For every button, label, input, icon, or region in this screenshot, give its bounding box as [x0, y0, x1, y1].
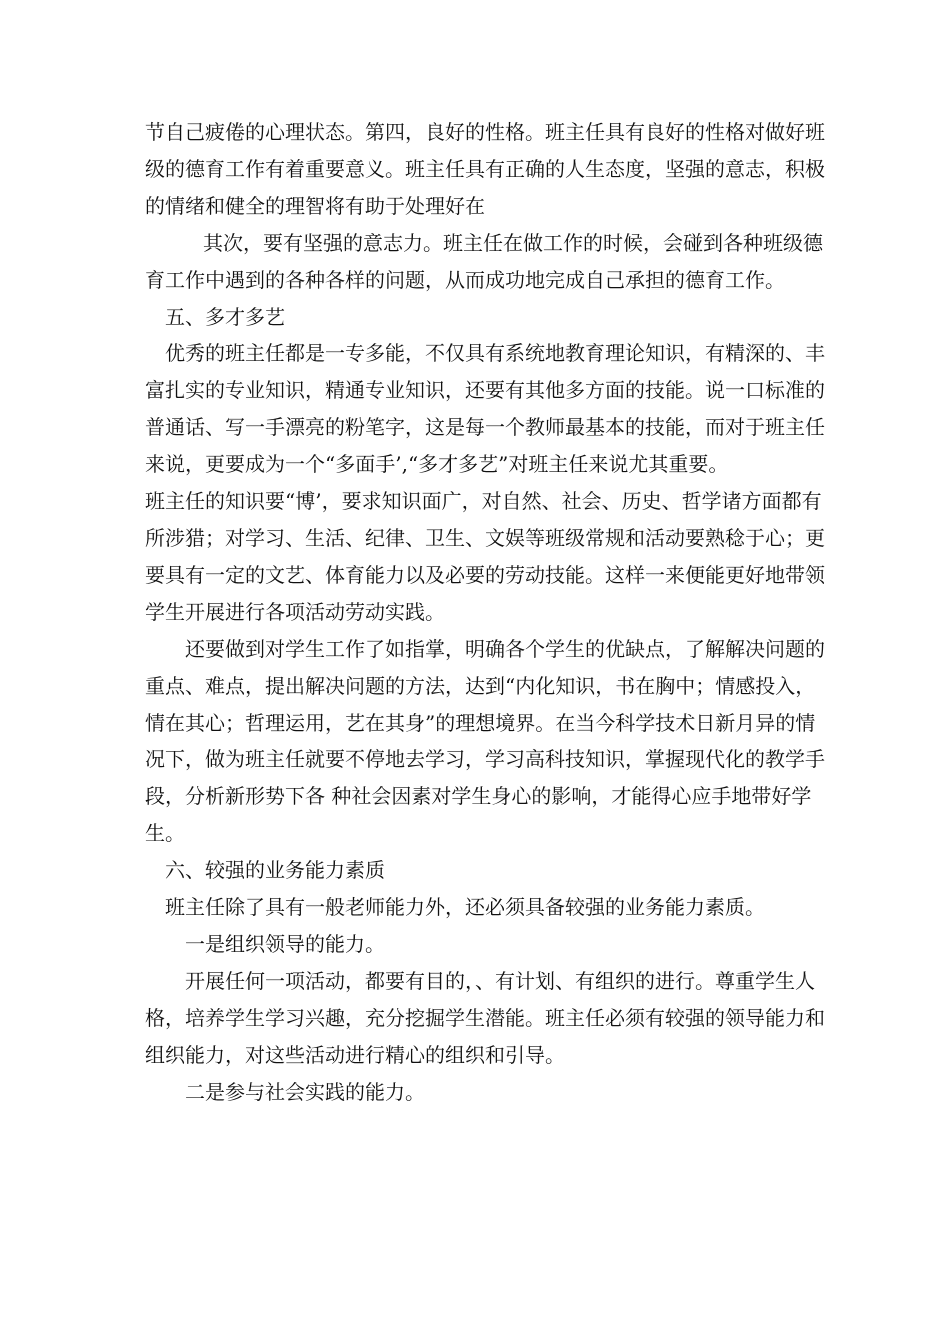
paragraph-willpower: 其次，要有坚强的意志力。班主任在做工作的时候，会碰到各种班级德育工作中遇到的各种各样的问题，从而成功地完成自己承担的德育工作。: [145, 230, 823, 292]
paragraph-know-students: 还要做到对学生工作了如指掌，明确各个学生的优缺点，了解解决问题的重点、难点，提出解决问题的方法，达到“内化知识，书在胸中；情感投入，情在其心；哲理运用，艺在其身”的理想境界。在当今科学技术日新月异的情况下，做为班主任就要不停地去学习，学习高科技知识，掌握现代化的教学手段，分析新形势下各 种社会因素对学生身心的影响，才能得心应手地带好学生。: [145, 636, 825, 846]
section-heading-five: 五、多才多艺: [165, 304, 285, 329]
paragraph-personality: 节自己疲倦的心理状态。第四，良好的性格。班主任具有良好的性格对做好班级的德育工作有着重要意义。班主任具有正确的人生态度，坚强的意志，积极的情绪和健全的理智将有助于处理好在: [145, 120, 825, 218]
paragraph-organize-lead: 开展任何一项活动，都要有目的，、有计划、有组织的进行。尊重学生人格，培养学生学习兴趣，充分挖掘学生潜能。班主任必须有较强的领导能力和组织能力，对这些活动进行精心的组织和引导。: [145, 968, 825, 1067]
paragraph-business-ability: 班主任除了具有一般老师能力外，还必须具备较强的业务能力素质。: [165, 895, 765, 920]
paragraph-versatile-skills: 优秀的班主任都是一专多能，不仅具有系统地教育理论知识，有精深的、丰富扎实的专业知识，精通专业知识，还要有其他多方面的技能。说一口标准的普通话、写一手漂亮的粉笔字，这是每一个教师最基本的技能，而对于班主任来说，更要成为一个“多面手’,“多才多艺”对班主任来说尤其重要。: [145, 341, 825, 477]
document-body: [145, 114, 825, 1110]
point-one-heading: 一是组织领导的能力。: [185, 931, 385, 956]
paragraph-broad-knowledge: 班主任的知识要“博’，要求知识面广，对自然、社会、历史、哲学诸方面都有所涉猎；对学习、生活、纪律、卫生、文娱等班级常规和活动要熟稔于心；更要具有一定的文艺、体育能力以及必要的劳动技能。这样一来便能更好地带领学生开展进行各项活动劳动实践。: [145, 489, 825, 624]
section-heading-six: 六、较强的业务能力素质: [165, 858, 385, 883]
point-two-heading: 二是参与社会实践的能力。: [185, 1079, 425, 1104]
